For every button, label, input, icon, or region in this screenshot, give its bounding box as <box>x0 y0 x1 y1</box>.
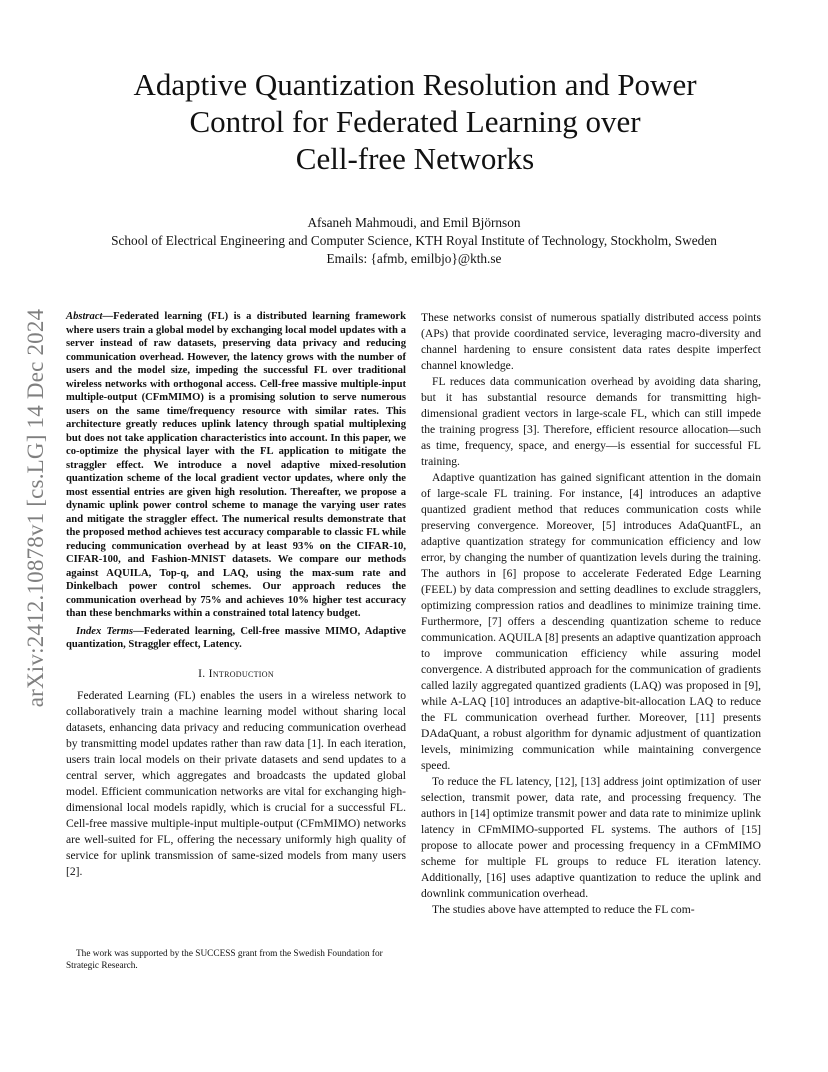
right-column <box>421 310 761 918</box>
title-line-3: Cell-free Networks <box>295 141 535 176</box>
section-title: Introduction <box>208 666 274 680</box>
title-line-1: Adaptive Quantization Resolution and Power <box>133 67 697 102</box>
title-line-2: Control for Federated Learning over <box>189 104 641 139</box>
right-paragraph-1: These networks consist of numerous spatially distributed access points (APs) that provide coordinated service, leveraging macro-diversity and channel hardening to ensure consistent data rates despite imperfect channel knowledge. <box>421 311 761 372</box>
right-paragraph-5: The studies above have attempted to reduce the FL com- <box>432 903 695 916</box>
author-affiliation: School of Electrical Engineering and Computer Science, KTH Royal Institute of Technology, Stockholm, Sweden <box>111 233 717 248</box>
arxiv-stamp: arXiv:2412.10878v1 [cs.LG] 14 Dec 2024 <box>23 308 48 707</box>
index-terms-label: Index Terms <box>76 625 134 637</box>
section-heading-introduction <box>66 666 406 682</box>
index-terms-text: —Federated learning, Cell-free massive MIMO, Adaptive quantization, Straggler effect, Latency. <box>66 625 406 650</box>
left-column <box>66 310 406 880</box>
author-emails: Emails: {afmb, emilbjo}@kth.se <box>326 251 502 266</box>
abstract <box>66 310 406 621</box>
abstract-text: —Federated learning (FL) is a distributed learning framework where users train a global model by exchanging local model updates with a server instead of raw datasets, preserving data privacy and reducing communication overhead. However, the latency grows with the number of users and the model size, impeding the successful FL over traditional wireless networks with orthogonal access. Cell-free massive multiple-input multiple-output (CFmMIMO) is a promising solution to serve numerous users on the same time/frequency resource with similar rates. This architecture greatly reduces uplink latency through spatial multiplexing but does not take application characteristics into account. In this paper, we co-optimize the physical layer with the FL application to mitigate the straggler effect. We introduce a novel adaptive mixed-resolution quantization scheme of the local gradient vector updates, where only the most essential entries are given high resolution. Thereafter, we propose a dynamic uplink power control scheme to manage the varying user rates and mitigate the straggler effect. The numerical results demonstrate that the proposed method achieves test accuracy comparable to classic FL while reducing communication overhead by at least 93% on the CIFAR-10, CIFAR-100, and Fashion-MNIST datasets. We compare our methods against AQUILA, Top-q, and LAQ, using the max-sum rate and Dinkelbach power control schemes. Our approach reduces the communication overhead by 75% and achieves 10% higher test accuracy than these benchmarks within a constrained total latency budget. <box>66 311 406 619</box>
abstract-label: Abstract <box>66 311 103 322</box>
paper-title <box>90 66 740 177</box>
right-paragraph-2: FL reduces data communication overhead by avoiding data sharing, but it has substantial resource demands for transmitting high-dimensional gradient vectors in large-scale FL, which can still impede the training progress [3]. Therefore, efficient resource allocation—such as time, frequency, space, and energy—is essential for successful FL training. <box>421 375 761 468</box>
funding-footnote: The work was supported by the SUCCESS grant from the Swedish Foundation for Strategic Research. <box>66 949 383 971</box>
author-names: Afsaneh Mahmoudi, and Emil Björnson <box>307 215 521 230</box>
intro-paragraph-1: Federated Learning (FL) enables the users in a wireless network to collaboratively train a machine learning model without sharing local datasets, enhancing data privacy and reducing communication overhead by transmitting model updates rather than raw data [1]. In each iteration, users train local models on their private datasets and send updates to a central server, which aggregates and broadcasts the updated global model. Efficient communication networks are vital for exchanging high-dimensional local models rapidly, which is crucial for a successful FL. Cell-free massive multiple-input multiple-output (CFmMIMO) networks are well-suited for FL, offering the necessary uniformly high quality of service for uplink transmission of same-sized models from many users [2]. <box>66 688 406 878</box>
section-number: I. <box>198 666 206 680</box>
index-terms <box>66 625 406 652</box>
right-paragraph-3: Adaptive quantization has gained significant attention in the domain of large-scale FL training. For instance, [4] introduces an adaptive quantized gradient method that reduces communication costs while preserving convergence. Moreover, [5] introduces AdaQuantFL, an adaptive quantization strategy for communication efficiency and low error, by changing the number of quantization levels during the training. The authors in [6] propose to accelerate Federated Edge Learning (FEEL) by data compression and setting deadlines to exclude stragglers, optimizing compression ratios and deadlines to minimize training time. Furthermore, [7] offers a descending quantization scheme to reduce communication. AQUILA [8] presents an adaptive quantization approach to improve communication efficiency while assuring model convergence. A distributed approach for the communication of gradients called lazily aggregated quantized gradients (LAQ) was proposed in [9], while A-LAQ [10] introduces an adaptive-bit-allocation LAQ to reduce the FL communication overhead further. Moreover, [11] presents DAdaQuant, a robust algorithm for dynamic adjustment of quantization levels, minimizing communication while maintaining convergence speed. <box>421 471 761 772</box>
right-paragraph-4: To reduce the FL latency, [12], [13] address joint optimization of user selection, transmit power, data rate, and processing frequency. The authors in [14] optimize transmit power and data rate to minimize uplink latency in CFmMIMO-supported FL systems. The authors of [15] propose to allocate power and processing frequency in a CFmMIMO scheme for multiple FL groups to reduce FL iteration latency. Additionally, [16] uses adaptive quantization to reduce the uplink and downlink communication overhead. <box>421 775 761 900</box>
author-block <box>50 214 778 268</box>
